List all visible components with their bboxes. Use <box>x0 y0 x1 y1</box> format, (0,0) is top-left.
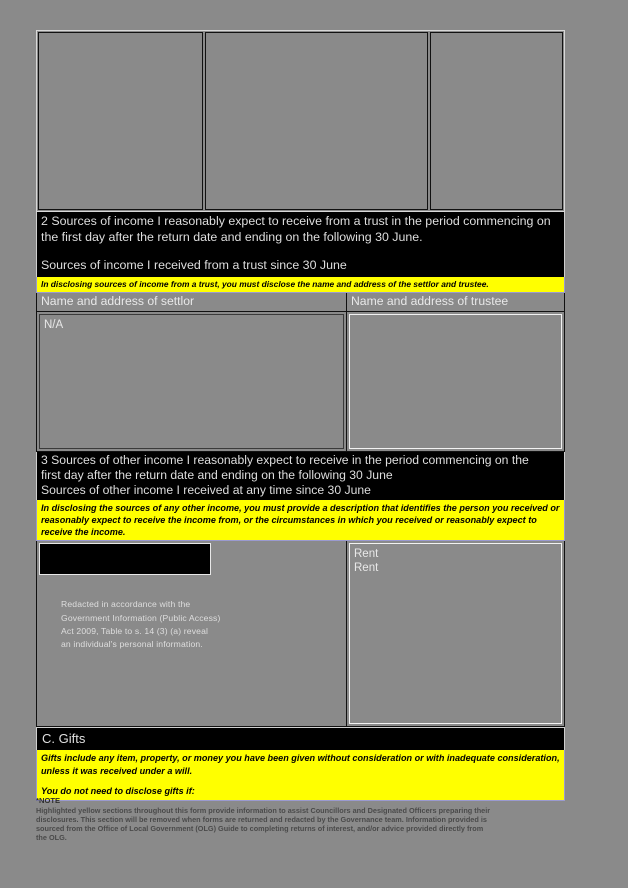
top-box-column-1[interactable] <box>38 32 203 210</box>
redaction-bar <box>39 543 211 575</box>
other-heading-line-2: first day after the return date and ending on the following 30 June <box>41 467 393 482</box>
trust-guidance-note: In disclosing sources of income from a trust, you must disclose the name and address of the settlor and trustee. <box>36 277 565 293</box>
other-income-guidance-note: In disclosing the sources of any other income, you must provide a description that identifies the person you received or reasonably expect to receive the income from, or the circumstances in which you received or reasonably expect to receive the income. <box>36 500 565 542</box>
redaction-note-line-4: an individual's personal information. <box>61 639 203 650</box>
footer-note-line-2: disclosures. This section will be removed when forms are returned and redacted by the Governance team. Information provided is <box>36 814 487 824</box>
trust-heading-line-1: 2 Sources of income I reasonably expect to receive from a trust in the period commencing on <box>41 214 551 228</box>
gifts-guidance-note <box>36 750 565 801</box>
other-income-left-cell <box>37 541 347 726</box>
trust-income-heading <box>36 212 565 277</box>
heading-spacer <box>41 245 560 258</box>
redaction-note-line-3: Act 2009, Table to s. 14 (3) (a) reveal <box>61 625 209 636</box>
settlor-input[interactable]: N/A <box>39 314 344 449</box>
trust-column-headers <box>36 293 565 312</box>
trustee-entry-cell <box>347 312 564 451</box>
footer-note-title: *NOTE <box>36 796 61 805</box>
settlor-entry-cell <box>37 312 347 451</box>
trustee-input[interactable] <box>349 314 562 449</box>
trust-heading-line-2: the first day after the return date and ending on the following 30 June. <box>41 229 423 244</box>
footer-note <box>36 796 576 843</box>
other-income-entry-row <box>36 541 565 727</box>
gifts-guidance-spacer <box>41 777 560 785</box>
other-income-heading <box>36 452 565 500</box>
other-subheading: Sources of other income I received at any time since 30 June <box>41 482 371 497</box>
gifts-guidance-line-2: unless it was received under a will. <box>41 765 193 776</box>
other-heading-line-1: 3 Sources of other income I reasonably expect to receive in the period commencing on the <box>41 452 529 467</box>
trustee-column-header: Name and address of trustee <box>351 293 509 308</box>
top-box-column-3[interactable] <box>430 32 563 210</box>
trust-entry-row <box>36 312 565 452</box>
gifts-guidance-line-3: You do not need to disclose gifts if: <box>41 785 195 796</box>
other-income-right-cell <box>347 541 564 726</box>
other-income-input[interactable] <box>349 543 562 724</box>
gifts-guidance-line-1: Gifts include any item, property, or money you have been given without consideration or with inadequate consideration, <box>41 753 560 764</box>
gifts-heading: C. Gifts <box>36 727 565 750</box>
trust-subheading: Sources of income I received from a trust since 30 June <box>41 258 347 272</box>
other-income-value-2: Rent <box>354 562 379 575</box>
top-boxes-row <box>36 30 565 212</box>
form-page <box>36 30 565 801</box>
footer-note-line-3: sourced from the Office of Local Government (OLG) Guide to completing returns of interest, and/or advice provided directly from <box>36 824 484 834</box>
redaction-note <box>39 575 344 652</box>
settlor-column-header: Name and address of settlor <box>37 293 347 311</box>
footer-note-line-1: Highlighted yellow sections throughout this form provide information to assist Councillors and Designated Officers preparing their <box>36 805 491 815</box>
top-box-column-2[interactable] <box>205 32 428 210</box>
other-income-value-1: Rent <box>354 548 379 561</box>
footer-note-line-4: the OLG. <box>36 833 67 843</box>
redaction-note-line-2: Government Information (Public Access) <box>61 612 221 623</box>
redaction-note-line-1: Redacted in accordance with the <box>61 599 191 610</box>
